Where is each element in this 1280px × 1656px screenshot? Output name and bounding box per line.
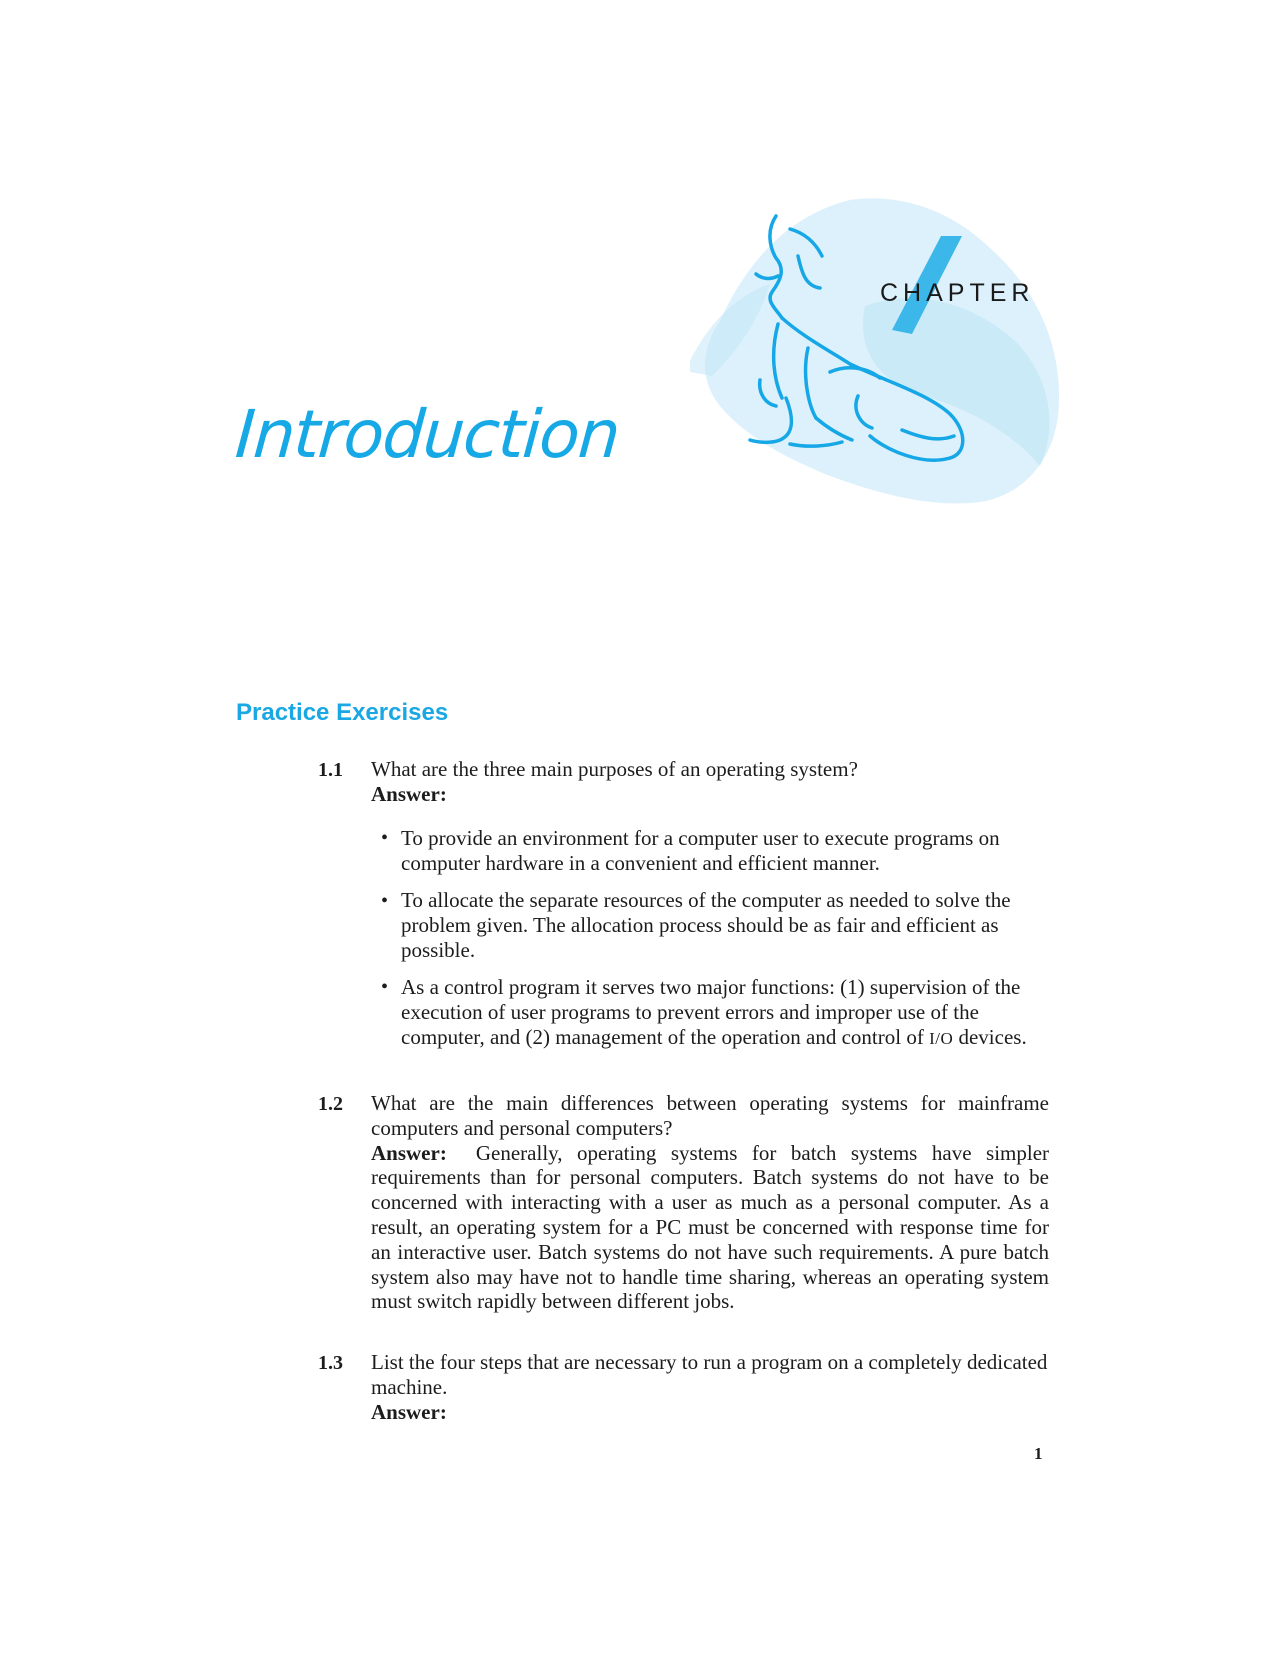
question-text: List the four steps that are necessary to run a program on a completely dedicated machine. [371, 1350, 1048, 1399]
io-smallcaps: I/O [929, 1028, 954, 1048]
answer-bullet [401, 975, 1051, 1051]
exercise-number: 1.3 [318, 1352, 343, 1374]
answer-label: Answer: [371, 1399, 447, 1424]
section-heading: Practice Exercises [236, 699, 449, 726]
bullet-marker: • [381, 827, 389, 849]
exercise-question [371, 1350, 1049, 1424]
answer-label: Answer: [371, 1140, 447, 1165]
answer-bullet: To provide an environment for a computer user to execute programs on computer hardware in a convenient and efficient manner. [401, 826, 1000, 875]
exercise-question [371, 1091, 1049, 1314]
bullet-text-part: devices. [953, 1024, 1027, 1049]
exercise-number: 1.1 [318, 759, 343, 781]
answer-bullet: To allocate the separate resources of the computer as needed to solve the problem given. The allocation process should be as fair and efficient as possible. [401, 888, 1011, 962]
page-number: 1 [1034, 1444, 1043, 1463]
chapter-label: CHAPTER [880, 279, 1035, 307]
bullet-marker: • [381, 890, 389, 912]
watercolor-wash [690, 198, 1059, 503]
chapter-figure-illustration [690, 196, 1070, 511]
answer-text: Generally, operating systems for batch systems have simpler requirements than for personal computers. Batch systems do not have to be concerned with interacting with a user as much as a personal computer. As a result, an operating system for a PC must be concerned with response time for an interactive user. Batch systems do not have such requirements. A pure batch system also may have not to handle time sharing, whereas an operating system must switch rapidly between different jobs. [371, 1140, 1050, 1314]
question-text: What are the three main purposes of an operating system? [371, 757, 858, 781]
answer-label: Answer: [371, 781, 447, 806]
question-text: What are the main differences between operating systems for mainframe computers and personal computers? [371, 1091, 1049, 1140]
bullet-text-part: As a control program it serves two major functions: (1) supervision of the execution of user programs to prevent errors and improper use of the computer, and (2) management of the operation and control of [401, 975, 1021, 1049]
bullet-marker: • [381, 976, 389, 998]
exercise-number: 1.2 [318, 1093, 343, 1115]
chapter-title: Introduction [233, 396, 622, 473]
exercise-question [371, 757, 1049, 807]
